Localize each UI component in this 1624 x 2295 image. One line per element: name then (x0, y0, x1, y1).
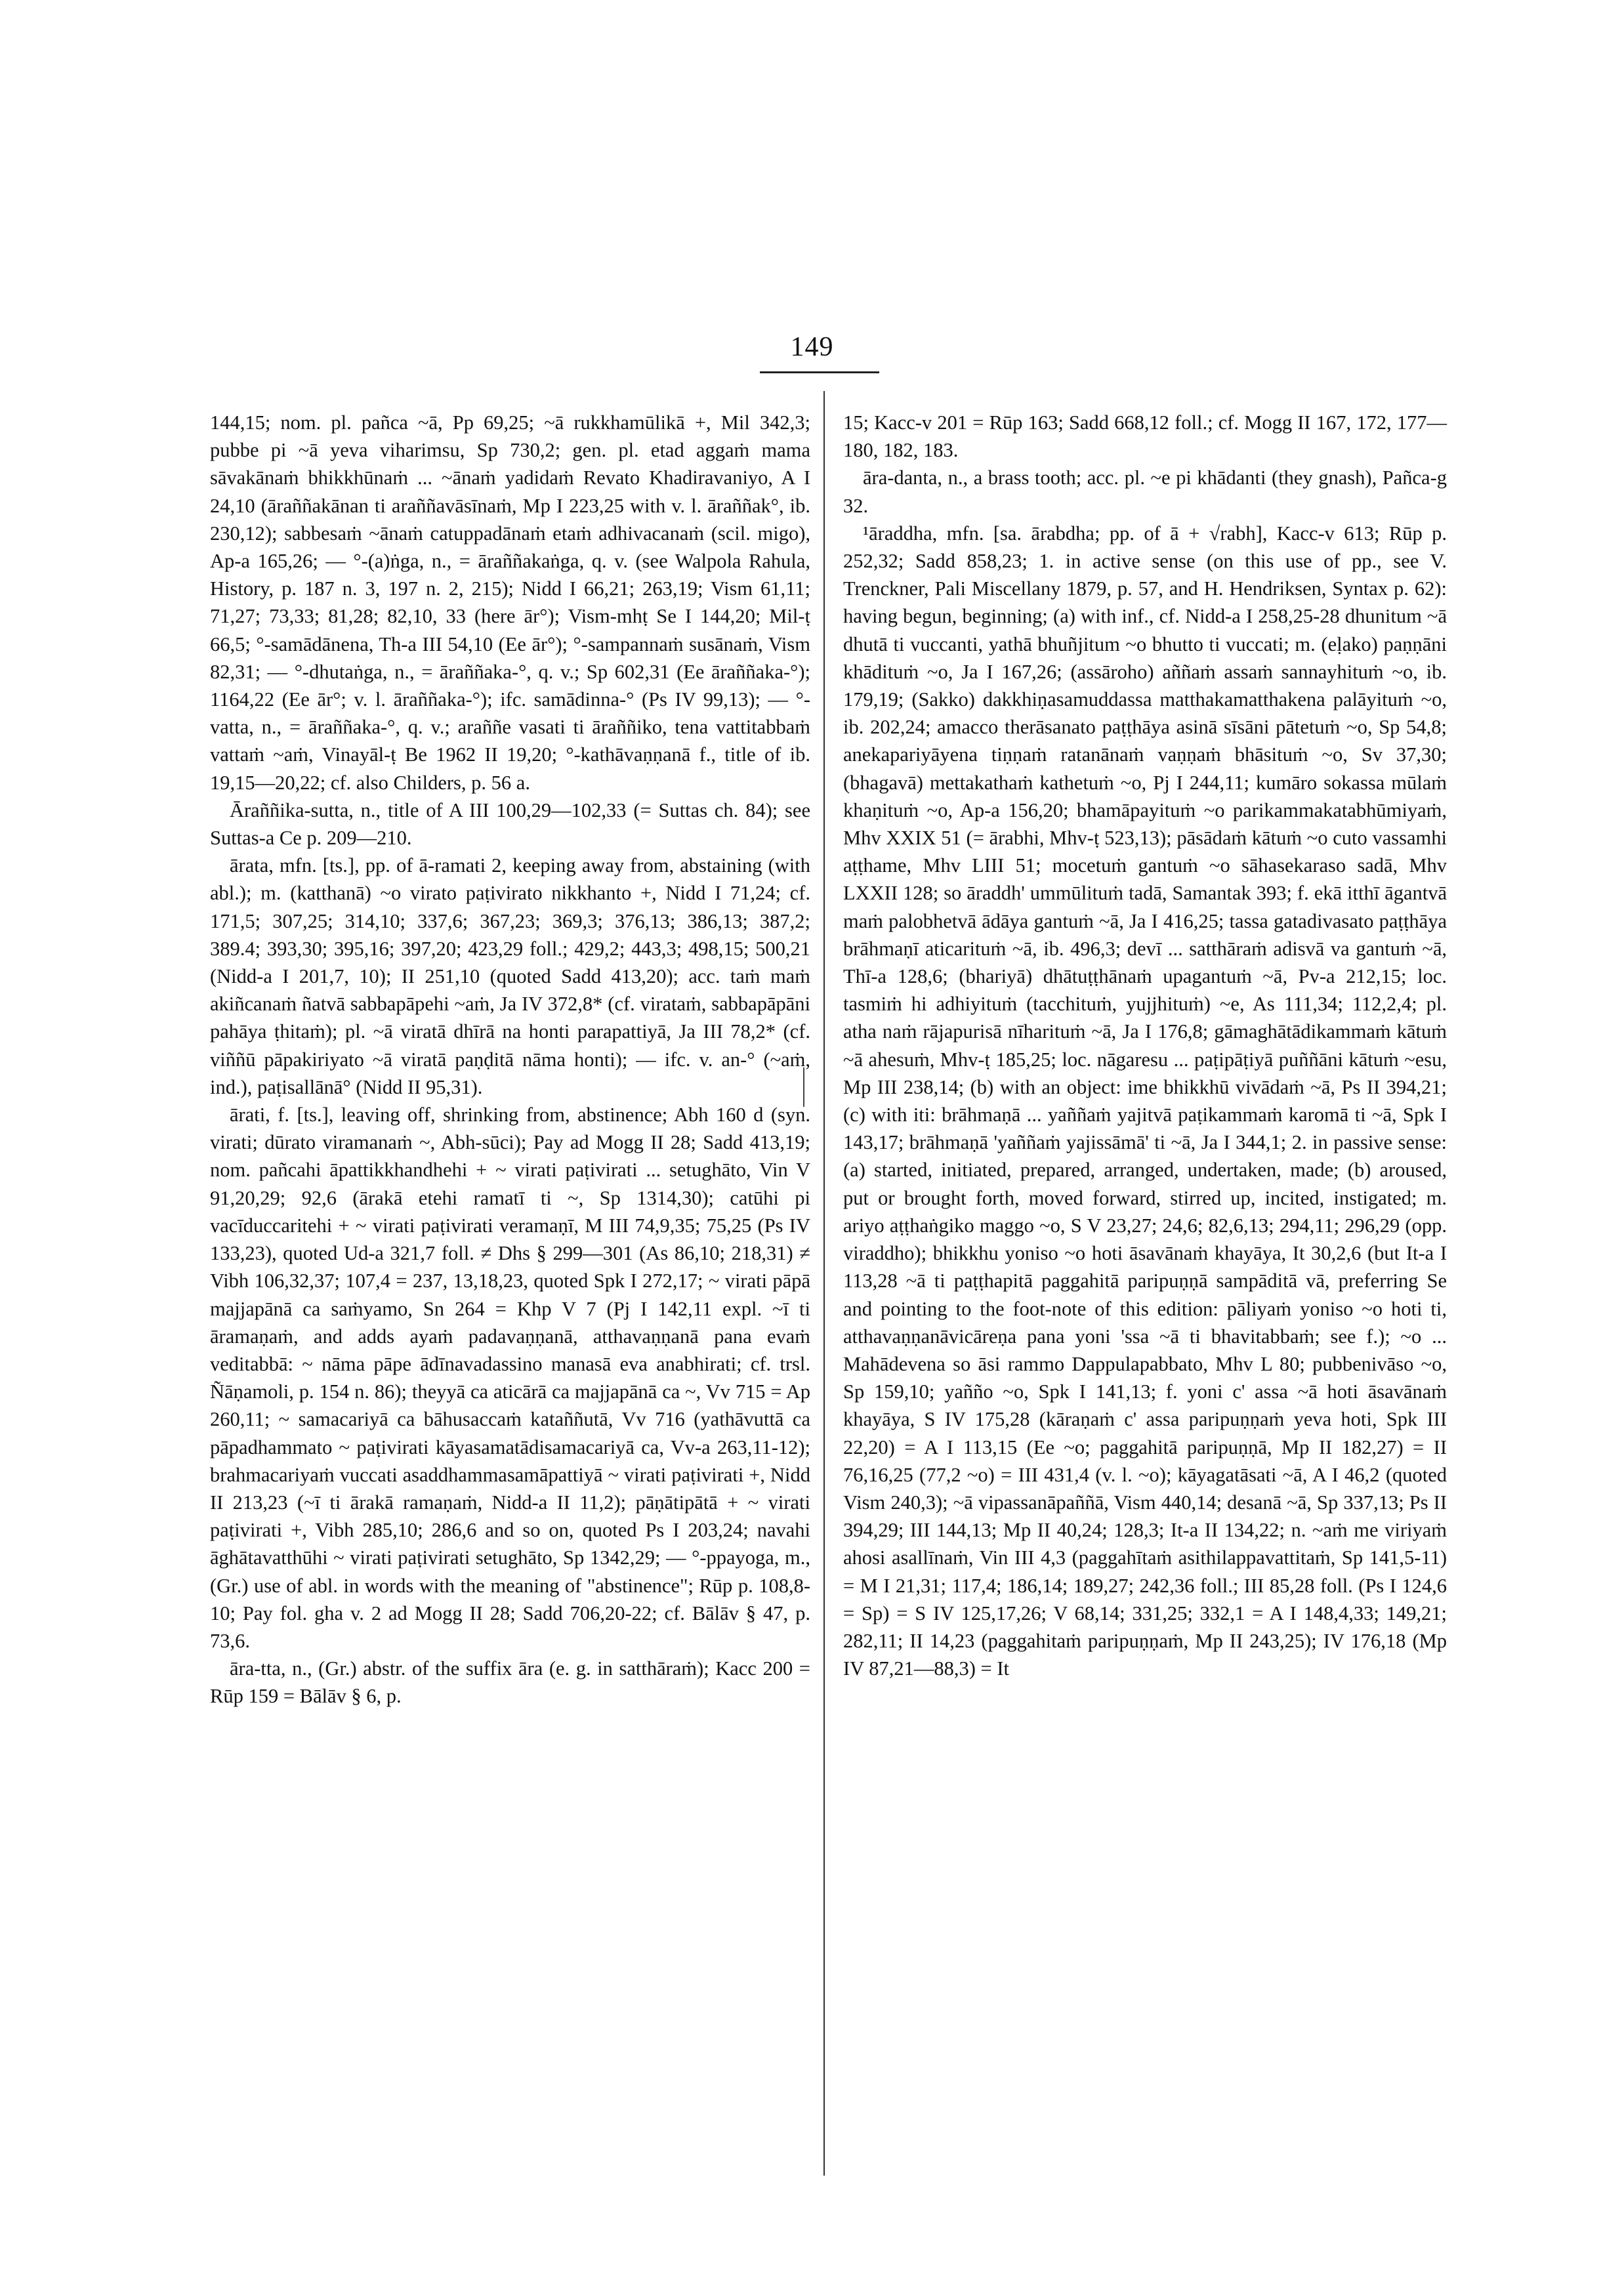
header-rule (760, 371, 879, 373)
entry-continuation: 144,15; nom. pl. pañca ~ā, Pp 69,25; ~ā rukkhamūlikā +, Mil 342,3; pubbe pi ~ā yeva viharimsu, Sp 730,2; gen. pl. etad aggaṁ mama sāvakānaṁ bhikkhūnaṁ ... ~ānaṁ yadidaṁ Revato Khadiravaniyo, A I 24,10 (āraññakānan ti araññavāsīnaṁ, Mp I 223,25 with v. l. āraññak°, ib. 230,12); sabbesaṁ ~ānaṁ catuppadānaṁ etaṁ adhivacanaṁ (scil. migo), Ap-a 165,26; — °-(a)ṅga, n., = āraññakaṅga, q. v. (see Walpola Rahula, History, p. 187 n. 3, 197 n. 2, 215); Nidd I 66,21; 263,19; Vism 61,11; 71,27; 73,33; 81,28; 82,10, 33 (here ār°); Vism-mhṭ Se I 144,20; Mil-ṭ 66,5; °-samādānena, Th-a III 54,10 (Ee ār°); °-sampannaṁ susānaṁ, Vism 82,31; — °-dhutaṅga, n., = āraññaka-°, q. v.; Sp 602,31 (Ee āraññaka-°); 1164,22 (Ee ār°; v. l. āraññaka-°); ifc. samādinna-° (Ps IV 99,13); — °-vatta, n., = āraññaka-°, q. v.; araññe vasati ti āraññiko, tena vattitabbaṁ vattaṁ ~aṁ, Vinayāl-ṭ Be 1962 II 19,20; °-kathāvaṇṇanā f., title of ib. 19,15—20,22; cf. also Childers, p. 56 a. (210, 411, 810, 794)
entry-arati: ārati, f. [ts.], leaving off, shrinking from, abstinence; Abh 160 d (syn. virati; dūrato viramanaṁ ~, Abh-sūci); Pay ad Mogg II 28; Sadd 413,19; nom. pañcahi āpattikkhandhehi + ~ virati paṭivirati ... setughāto, Vin V 91,20,29; 92,6 (ārakā etehi ramatī ti ~, Sp 1314,30); catūhi pi vacīduccaritehi + ~ virati paṭivirati veramaṇī, M III 74,9,35; 75,25 (Ps IV 133,23), quoted Ud-a 321,7 foll. ≠ Dhs § 299—301 (As 86,10; 218,31) ≠ Vibh 106,32,37; 107,4 = 237, 13,18,23, quoted Spk I 272,17; ~ virati pāpā majjapānā ca saṁyamo, Sn 264 = Khp V 7 (Pj I 142,11 expl. ~ī ti āramaṇaṁ, and adds ayaṁ padavaṇṇanā, atthavaṇṇanā pana evaṁ veditabbā: ~ nāma pāpe ādīnavadassino manasā eva anabhirati; cf. trsl. Ñāṇamoli, p. 154 n. 86); theyyā ca aticārā ca majjapānā ca ~, Vv 715 = Ap 260,11; ~ samacariyā ca bāhusaccaṁ kataññutā, Vv 716 (yathāvuttā ca pāpadhammato ~ paṭivirati kāyasamatādisamacariyā ca, Vv-a 263,11-12); brahmacariyaṁ vuccati asaddhammasamāpattiyā ~ virati paṭivirati +, Nidd II 213,23 (~ī ti ārakā ramaṇaṁ, Nidd-a II 11,2); pāṇātipātā + ~ virati paṭivirati +, Vibh 285,10; 286,6 and so on, quoted Ps I 203,24; navahi āghātavatthūhi ~ virati paṭivirati setughāto, Sp 1342,29; — °-ppayoga, m., (Gr.) use of abl. in words with the meaning of "abstinence"; Rūp p. 108,8-10; Pay fol. gha v. 2 ad Mogg II 28; Sadd 706,20-22; cf. Bālāv § 47, p. 73,6. (210, 1104, 810, 1652)
entry-aranika-sutta: Āraññika-sutta, n., title of A III 100,29—102,33 (= Suttas ch. 84); see Suttas-a Ce p. 209—210. (210, 798, 810, 850)
entry-ara-tta: āra-tta, n., (Gr.) abstr. of the suffix āra (e. g. in satthāraṁ); Kacc 200 = Rūp 159 = Bālāv § 6, p. (210, 1657, 810, 1708)
entry-arata: ārata, mfn. [ts.], pp. of ā-ramati 2, keeping away from, abstaining (with abl.); m. (katthanā) ~o virato paṭivirato nikkhanto +, Nidd I 71,24; cf. 171,5; 307,25; 314,10; 337,6; 367,23; 369,3; 376,13; 386,13; 387,2; 389.4; 393,30; 395,16; 397,20; 423,29 foll.; 429,2; 443,3; 498,15; 500,21 (Nidd-a I 201,7, 10); II 251,10 (quoted Sadd 413,20); acc. taṁ maṁ akiñcanaṁ ñatvā sabbapāpehi ~aṁ, Ja IV 372,8* (cf. virataṁ, sabbapāpāni pahāya ṭhitaṁ); pl. ~ā viratā dhīrā na honti parapattiyā, Ja III 78,2* (cf. viññū pāpakiriyato ~ā viratā paṇḍitā nāma honti); — ifc. v. an-° (~aṁ, ind.), paṭisallānā° (Nidd II 95,31). (210, 854, 810, 1098)
column-separator (823, 391, 825, 2176)
left-column (210, 409, 810, 1710)
entry-continuation-right: 15; Kacc-v 201 = Rūp 163; Sadd 668,12 foll.; cf. Mogg II 167, 172, 177—180, 182, 183. (843, 411, 1447, 462)
entry-ara-danta: āra-danta, n., a brass tooth; acc. pl. ~e pi khādanti (they gnash), Pañca-g 32. (843, 466, 1447, 517)
page-number: 149 (790, 332, 834, 362)
entry-araddha: ¹āraddha, mfn. [sa. ārabdha; pp. of ā + √rabh], Kacc-v 613; Rūp p. 252,32; Sadd 858,23; 1. in active sense (on this use of pp., see V. Trenckner, Pali Miscellany 1879, p. 57, and H. Hendriksen, Syntax p. 62): having begun, beginning; (a) with inf., cf. Nidd-a I 258,25-28 dhunitum ~ā dhutā ti vuccanti, yathā bhuñjitum ~o bhutto ti vuccati; m. (eḷako) paṇṇāni khādituṁ ~o, Ja I 167,26; (assāroho) aññaṁ assaṁ sannayhituṁ ~o, ib. 179,19; (Sakko) dakkhiṇasamuddassa matthakamatthakena palāyituṁ ~o, ib. 202,24; amacco therāsanato paṭṭhāya asinā sīsāni pātetuṁ ~o, Sp 54,8; anekapariyāyena tiṇṇaṁ ratanānaṁ vaṇṇaṁ bhāsituṁ ~o, Sv 37,30; (bhagavā) mettakathaṁ kathetuṁ ~o, Pj I 244,11; kumāro sokassa mūlaṁ khaṇituṁ ~o, Ap-a 156,20; bhamāpayituṁ ~o parikammakatabhūmiyaṁ, Mhv XXIX 51 (= ārabhi, Mhv-ṭ 523,13); pāsādaṁ kātuṁ ~o cuto vassamhi aṭṭhame, Mhv LIII 51; mocetuṁ gantuṁ ~o sāhasekaraso sadā, Mhv LXXII 128; so āraddh' ummūlituṁ tadā, Samantak 393; f. ekā itthī āgantvā maṁ palobhetvā ādāya gantuṁ ~ā, Ja I 416,25; tassa gatadivasato paṭṭhāya brāhmaṇī aticarituṁ ~ā, ib. 496,3; devī ... satthāraṁ adisvā va gantuṁ ~ā, Thī-a 128,6; (bhariyā) dhātuṭṭhānaṁ upagantuṁ ~ā, Pv-a 212,15; loc. tasmiṁ hi adhiyituṁ (tacchituṁ, yujjhituṁ) ~e, As 111,34; 112,2,4; pl. atha naṁ rājapurisā nīharituṁ ~ā, Ja I 176,8; gāmaghātādikammaṁ kātuṁ ~ā ahesuṁ, Mhv-ṭ 185,25; loc. nāgaresu ... paṭipāṭiyā puññāni kātuṁ ~esu, Mp III 238,14; (b) with an object: ime bhikkhū vivādaṁ ~ā, Ps II 394,21; (c) with iti: brāhmaṇā ... yaññaṁ yajitvā paṭikammaṁ karomā ti ~ā, Spk I 143,17; brāhmaṇā 'yaññaṁ yajissāmā' ti ~ā, Ja I 344,1; 2. in passive sense: (a) started, initiated, prepared, arranged, undertaken, made; (b) aroused, put or brought forth, moved forward, stirred up, incited, instigated; m. ariyo aṭṭhaṅgiko maggo ~o, S V 23,27; 24,6; 82,6,13; 294,11; 296,29 (opp. viraddho); bhikkhu yoniso ~o hoti āsavānaṁ khayāya, It 30,2,6 (but It-a I 113,28 ~ā ti paṭṭhapitā paggahitā paripuṇṇā sampāditā vā, preferring Se and pointing to the foot-note of this edition: pāliyaṁ yoniso ~o hoti ti, atthavaṇṇanāvicāreṇa pana yoni 'ssa ~ā ti bhavitabbaṁ; see f.); ~o ... Mahādevena so āsi rammo Dappulapabbato, Mhv L 80; pubbenivāso ~o, Sp 159,10; yañño ~o, Spk I 141,13; f. yoni c' assa ~ā hoti āsavānaṁ khayāya, S IV 175,28 (kāraṇaṁ c' assa paripuṇṇaṁ yeva hoti, Spk III 22,20) = A I 113,15 (Ee ~o; paggahitā paripuṇṇā, Mp II 182,27) = II 76,16,25 (77,2 ~o) = III 431,4 (v. l. ~o); kāyagatāsati ~ā, A I 46,2 (quoted Vism 240,3); ~ā vipassanāpaññā, Vism 440,14; desanā ~ā, Sp 337,13; Ps II 394,29; III 144,13; Mp II 40,24; 128,3; It-a II 134,22; n. ~aṁ me viriyaṁ ahosi asallīnaṁ, Vin III 4,3 (paggahītaṁ asithilappavattitaṁ, Sp 141,5-11) = M I 21,31; 117,4; 186,14; 189,27; 242,36 foll.; III 85,28 foll. (Ps I 124,6 = Sp) = S IV 125,17,26; V 68,14; 331,25; 332,1 = A I 148,4,33; 149,21; 282,11; II 14,23 (paggahitaṁ paripuṇṇaṁ, Mp II 243,25); IV 176,18 (Mp IV 87,21—88,3) = It (843, 522, 1447, 1680)
right-column (843, 409, 1447, 1682)
